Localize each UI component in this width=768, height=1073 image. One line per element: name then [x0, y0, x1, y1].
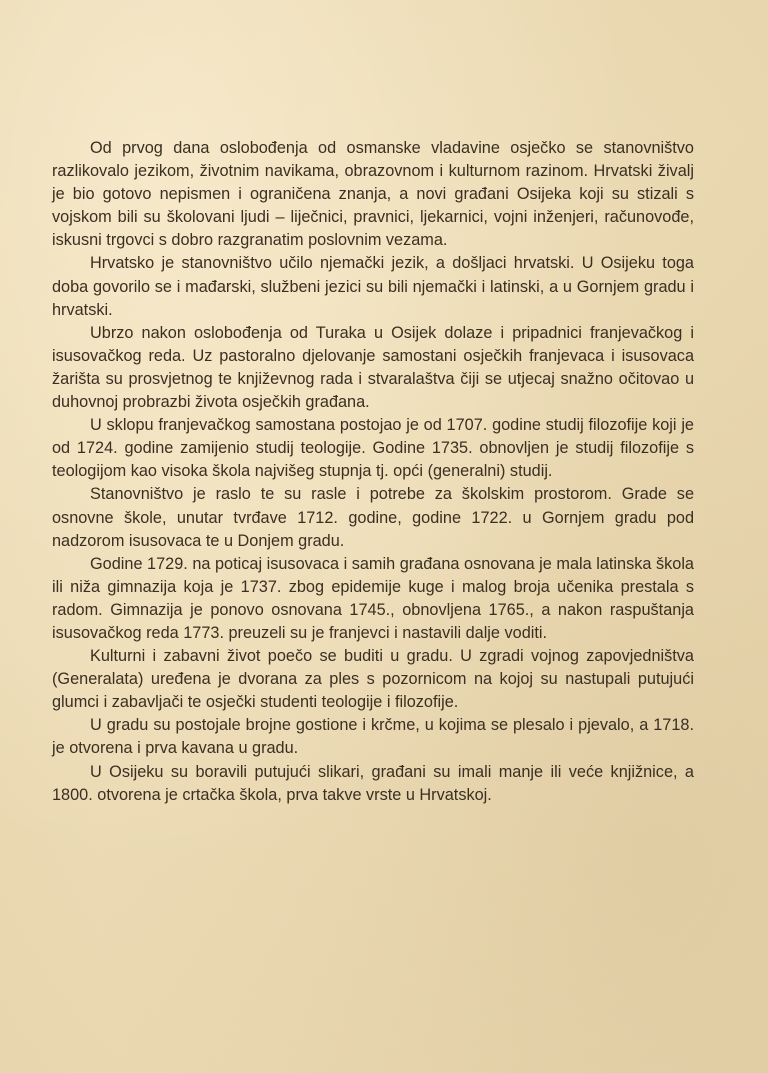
paragraph-3: Ubrzo nakon oslobođenja od Turaka u Osijek dolaze i pripadnici franjevačkog i isusovačkog reda. Uz pastoralno djelovanje samostani osječkih franjevaca i isusovaca žarišta su prosvjetnog te književnog rada i stvaralaštva čiji se utjecaj snažno očitovao u duhovnoj probrazbi života osječkih građana.	[52, 323, 694, 412]
body-text	[52, 137, 694, 807]
paragraph-8: U gradu su postojale brojne gostione i krčme, u kojima se plesalo i pjevalo, a 1718. je otvorena i prva kavana u gradu.	[52, 716, 694, 758]
paragraph-7: Kulturni i zabavni život poečo se buditi u gradu. U zgradi vojnog zapovjedništva (Generalata) uređena je dvorana za ples s pozornicom na kojoj su nastupali putujući glumci i zabavljači te osječki studenti teologije i filozofije.	[52, 647, 694, 712]
paragraph-6: Godine 1729. na poticaj isusovaca i samih građana osnovana je mala latinska škola ili niža gimnazija koja je 1737. zbog epidemije kuge i malog broja učenika prestala s radom. Gimnazija je ponovo osnovana 1745., obnovljena 1765., a nakon raspuštanja isusovačkog reda 1773. preuzeli su je franjevci i nastavili dalje voditi.	[52, 554, 694, 642]
paragraph-1: Od prvog dana oslobođenja od osmanske vladavine osječko se stanovništvo razlikovalo jezikom, životnim navikama, obrazovnom i kulturnom razinom. Hrvatski živalj je bio gotovo nepismen i ograničena znanja, a novi građani Osijeka koji su stizali s vojskom bili su školovani ljudi – liječnici, pravnici, ljekarnici, vojni inženjeri, računovođe, iskusni trgovci s dobro razgranatim poslovnim vezama.	[52, 139, 694, 250]
paragraph-5: Stanovništvo je raslo te su rasle i potrebe za školskim prostorom. Grade se osnovne škole, unutar tvrđave 1712. godine, godine 1722. u Gornjem gradu pod nadzorom isusovaca te u Donjem gradu.	[52, 485, 694, 550]
paragraph-4: U sklopu franjevačkog samostana postojao je od 1707. godine studij filozofije koji je od 1724. godine zamijenio studij teologije. Godine 1735. obnovljen je studij filozofije s teologijom kao visoka škola najvišeg stupnja tj. opći (generalni) studij.	[52, 416, 694, 481]
paragraph-2: Hrvatsko je stanovništvo učilo njemački jezik, a došljaci hrvatski. U Osijeku toga doba govorilo se i mađarski, službeni jezici su bili njemački i latinski, a u Gornjem gradu i hrvatski.	[52, 254, 694, 319]
paragraph-9: U Osijeku su boravili putujući slikari, građani su imali manje ili veće knjižnice, a 1800. otvorena je crtačka škola, prva takve vrste u Hrvatskoj.	[52, 762, 694, 804]
